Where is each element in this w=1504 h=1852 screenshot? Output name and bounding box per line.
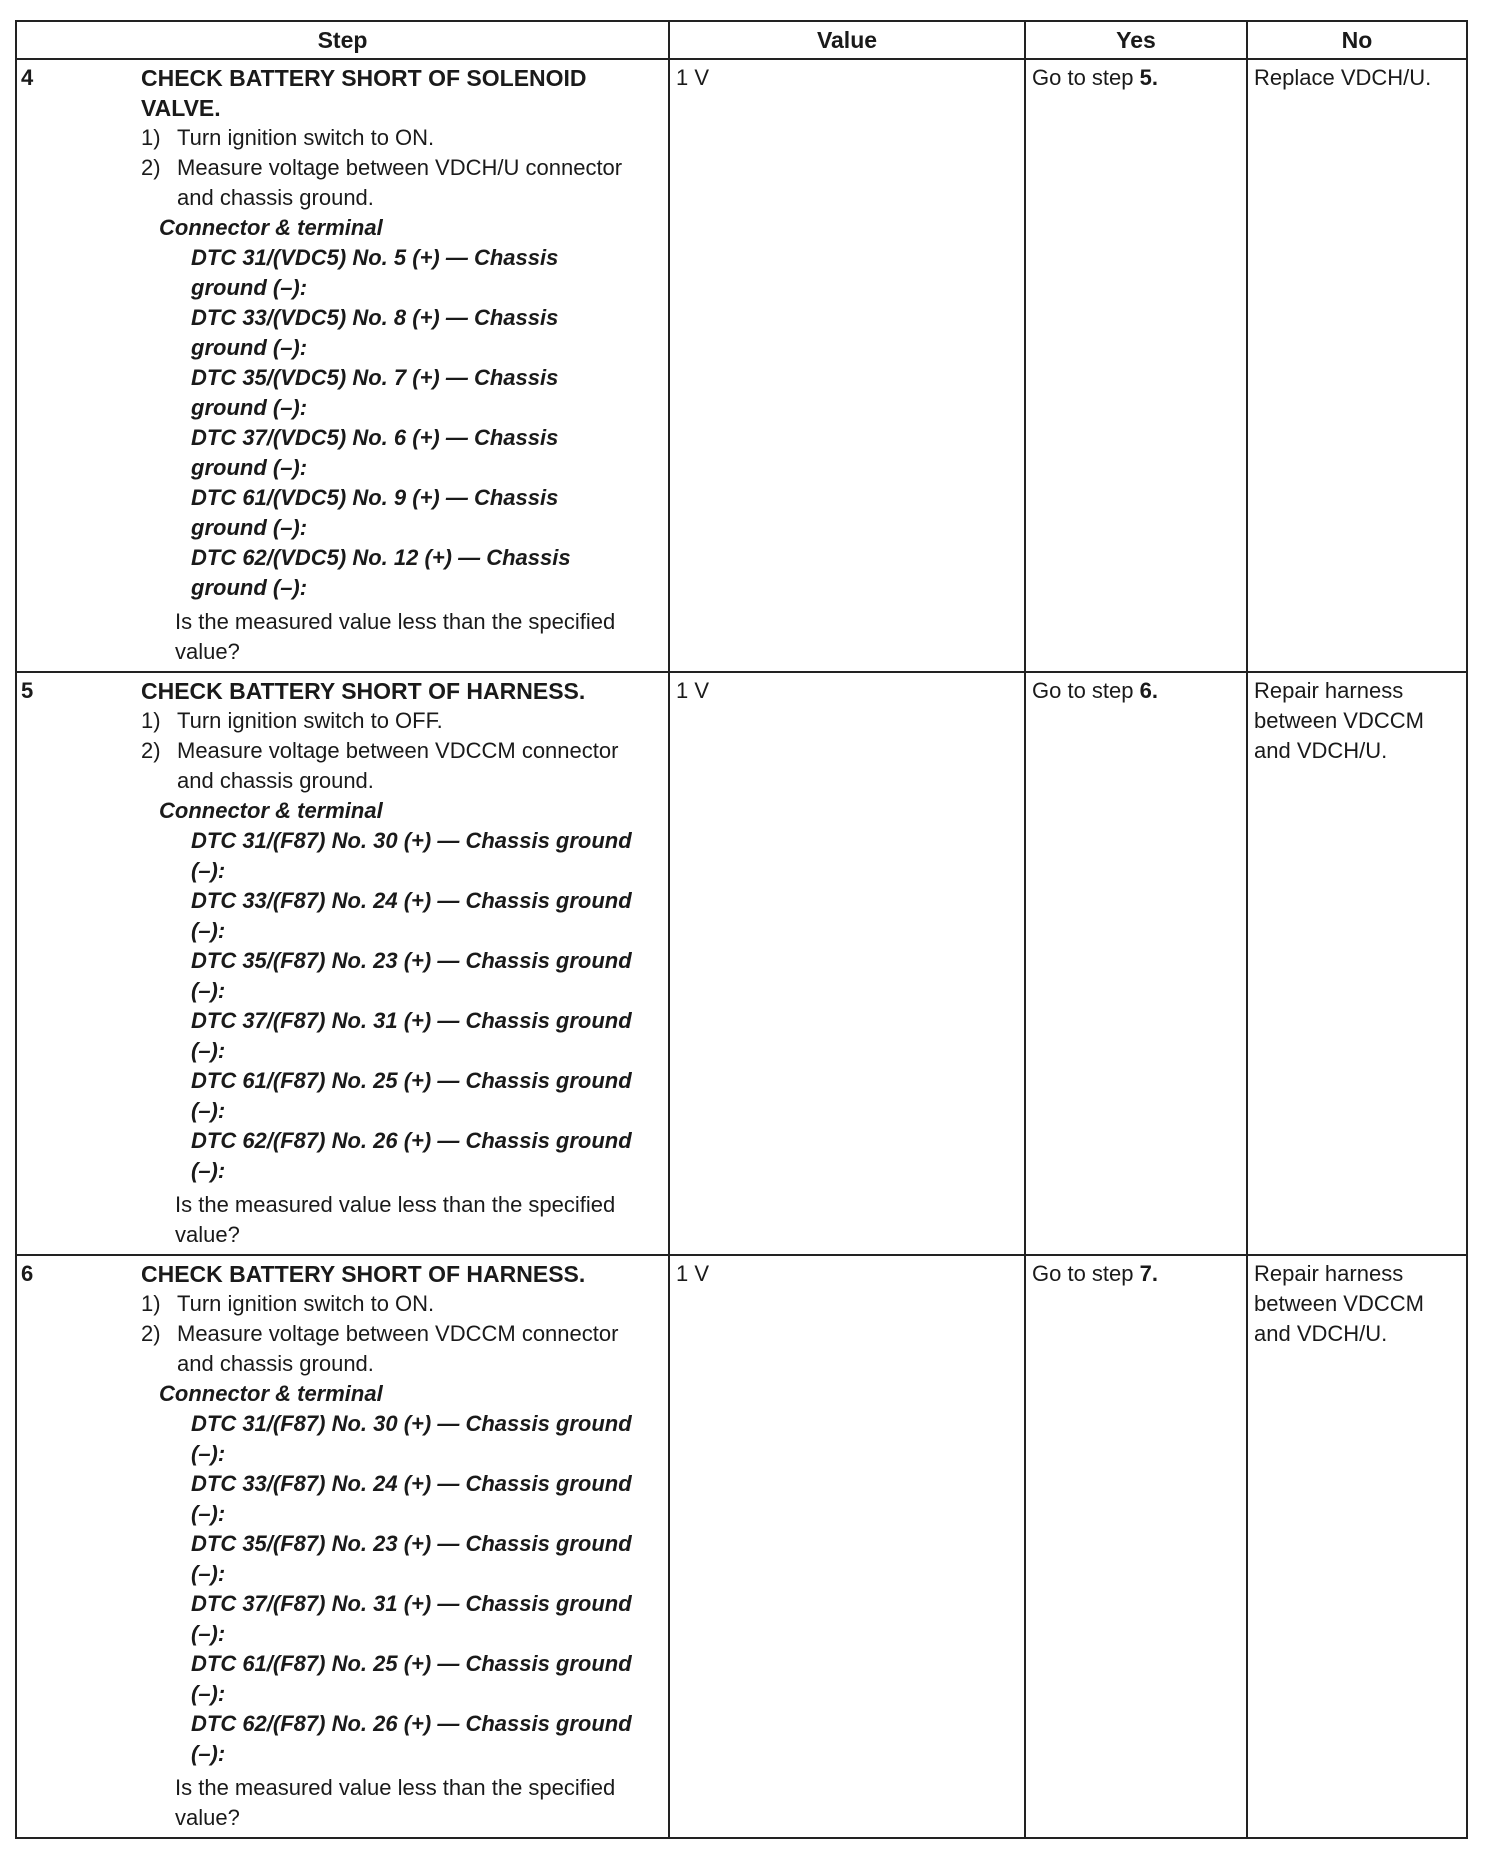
- terminal-spec: DTC 37/(F87) No. 31 (+) — Chassis ground (–):: [191, 1008, 632, 1063]
- procedure-item: [141, 706, 658, 736]
- step-cell: [16, 59, 669, 672]
- value-text: 1 V: [676, 1261, 710, 1286]
- connector-terminal-label: Connector & terminal: [159, 1381, 383, 1406]
- step-body: [17, 60, 668, 671]
- step-title: CHECK BATTERY SHORT OF HARNESS.: [141, 678, 586, 704]
- procedure-number: 2): [141, 1321, 161, 1346]
- terminal-spec: DTC 37/(VDC5) No. 6 (+) — Chassis ground (–):: [191, 425, 559, 480]
- value-text: 1 V: [676, 65, 710, 90]
- no-text: Replace VDCH/U.: [1254, 65, 1432, 90]
- no-cell: [1247, 1255, 1467, 1838]
- step-cell: [16, 672, 669, 1255]
- table-body: [16, 59, 1467, 1838]
- terminal-spec: DTC 31/(VDC5) No. 5 (+) — Chassis ground (–):: [191, 245, 559, 300]
- step-number: 6: [21, 1261, 34, 1286]
- connector-terminal-label: Connector & terminal: [159, 215, 383, 240]
- procedure-item: [141, 1289, 658, 1319]
- procedure-number: 2): [141, 738, 161, 763]
- no-text: Repair harness between VDCCM and VDCH/U.: [1254, 678, 1424, 763]
- procedure-text: Turn ignition switch to ON.: [177, 1291, 435, 1316]
- step-title: CHECK BATTERY SHORT OF HARNESS.: [141, 1261, 586, 1287]
- terminal-spec: DTC 61/(F87) No. 25 (+) — Chassis ground (–):: [191, 1651, 632, 1706]
- value-cell: [669, 1255, 1025, 1838]
- yes-cell: [1025, 59, 1247, 672]
- yes-cell: [1025, 1255, 1247, 1838]
- procedure-item: [141, 736, 658, 796]
- terminal-spec: DTC 33/(F87) No. 24 (+) — Chassis ground (–):: [191, 888, 632, 943]
- terminal-spec: DTC 62/(VDC5) No. 12 (+) — Chassis ground (–):: [191, 545, 571, 600]
- yes-step-number: 6.: [1139, 678, 1158, 703]
- header-value: Value: [669, 21, 1025, 59]
- table-row: [16, 672, 1467, 1255]
- yes-text: [1026, 673, 1246, 709]
- step-cell: [16, 1255, 669, 1838]
- terminal-spec: DTC 33/(F87) No. 24 (+) — Chassis ground (–):: [191, 1471, 632, 1526]
- diagnostic-procedure-sheet: [15, 20, 1466, 1837]
- step-number: 5: [21, 678, 34, 703]
- header-no: No: [1247, 21, 1467, 59]
- header-yes: Yes: [1025, 21, 1247, 59]
- terminal-spec: DTC 35/(F87) No. 23 (+) — Chassis ground (–):: [191, 948, 632, 1003]
- terminal-spec: DTC 33/(VDC5) No. 8 (+) — Chassis ground (–):: [191, 305, 559, 360]
- terminal-spec: DTC 35/(F87) No. 23 (+) — Chassis ground (–):: [191, 1531, 632, 1586]
- table-row: [16, 1255, 1467, 1838]
- yes-cell: [1025, 672, 1247, 1255]
- value-text: 1 V: [676, 678, 710, 703]
- yes-text: [1026, 60, 1246, 96]
- yes-prefix: Go to step: [1032, 65, 1140, 90]
- step-question: Is the measured value less than the specified value?: [175, 1192, 616, 1247]
- procedure-number: 1): [141, 125, 161, 150]
- yes-text: [1026, 1256, 1246, 1292]
- procedure-number: 2): [141, 155, 161, 180]
- step-question: Is the measured value less than the specified value?: [175, 609, 616, 664]
- procedure-text: Measure voltage between VDCCM connector and chassis ground.: [177, 1321, 619, 1376]
- terminal-spec: DTC 35/(VDC5) No. 7 (+) — Chassis ground (–):: [191, 365, 559, 420]
- terminal-spec: DTC 31/(F87) No. 30 (+) — Chassis ground (–):: [191, 828, 632, 883]
- procedure-number: 1): [141, 1291, 161, 1316]
- value-cell: [669, 672, 1025, 1255]
- step-body: [17, 673, 668, 1254]
- step-question: Is the measured value less than the specified value?: [175, 1775, 616, 1830]
- table-row: [16, 59, 1467, 672]
- procedure-item: [141, 1319, 658, 1379]
- connector-terminal-label: Connector & terminal: [159, 798, 383, 823]
- procedure-text: Measure voltage between VDCH/U connector and chassis ground.: [177, 155, 623, 210]
- terminal-spec: DTC 62/(F87) No. 26 (+) — Chassis ground (–):: [191, 1128, 632, 1183]
- procedure-text: Turn ignition switch to ON.: [177, 125, 435, 150]
- step-body: [17, 1256, 668, 1837]
- yes-step-number: 7.: [1139, 1261, 1158, 1286]
- step-title: CHECK BATTERY SHORT OF SOLENOID VALVE.: [141, 65, 587, 121]
- header-step: Step: [16, 21, 669, 59]
- diagnostic-table: [15, 20, 1468, 1839]
- yes-prefix: Go to step: [1032, 1261, 1140, 1286]
- terminal-spec: DTC 61/(VDC5) No. 9 (+) — Chassis ground (–):: [191, 485, 559, 540]
- terminal-spec: DTC 61/(F87) No. 25 (+) — Chassis ground (–):: [191, 1068, 632, 1123]
- procedure-item: [141, 123, 658, 153]
- terminal-spec: DTC 37/(F87) No. 31 (+) — Chassis ground (–):: [191, 1591, 632, 1646]
- no-cell: [1247, 672, 1467, 1255]
- step-number: 4: [21, 65, 34, 90]
- terminal-spec: DTC 62/(F87) No. 26 (+) — Chassis ground (–):: [191, 1711, 632, 1766]
- no-text: Repair harness between VDCCM and VDCH/U.: [1254, 1261, 1424, 1346]
- procedure-number: 1): [141, 708, 161, 733]
- terminal-spec: DTC 31/(F87) No. 30 (+) — Chassis ground (–):: [191, 1411, 632, 1466]
- table-header-row: [16, 21, 1467, 59]
- procedure-item: [141, 153, 658, 213]
- procedure-text: Turn ignition switch to OFF.: [177, 708, 443, 733]
- procedure-text: Measure voltage between VDCCM connector and chassis ground.: [177, 738, 619, 793]
- yes-step-number: 5.: [1139, 65, 1158, 90]
- no-cell: [1247, 59, 1467, 672]
- yes-prefix: Go to step: [1032, 678, 1140, 703]
- value-cell: [669, 59, 1025, 672]
